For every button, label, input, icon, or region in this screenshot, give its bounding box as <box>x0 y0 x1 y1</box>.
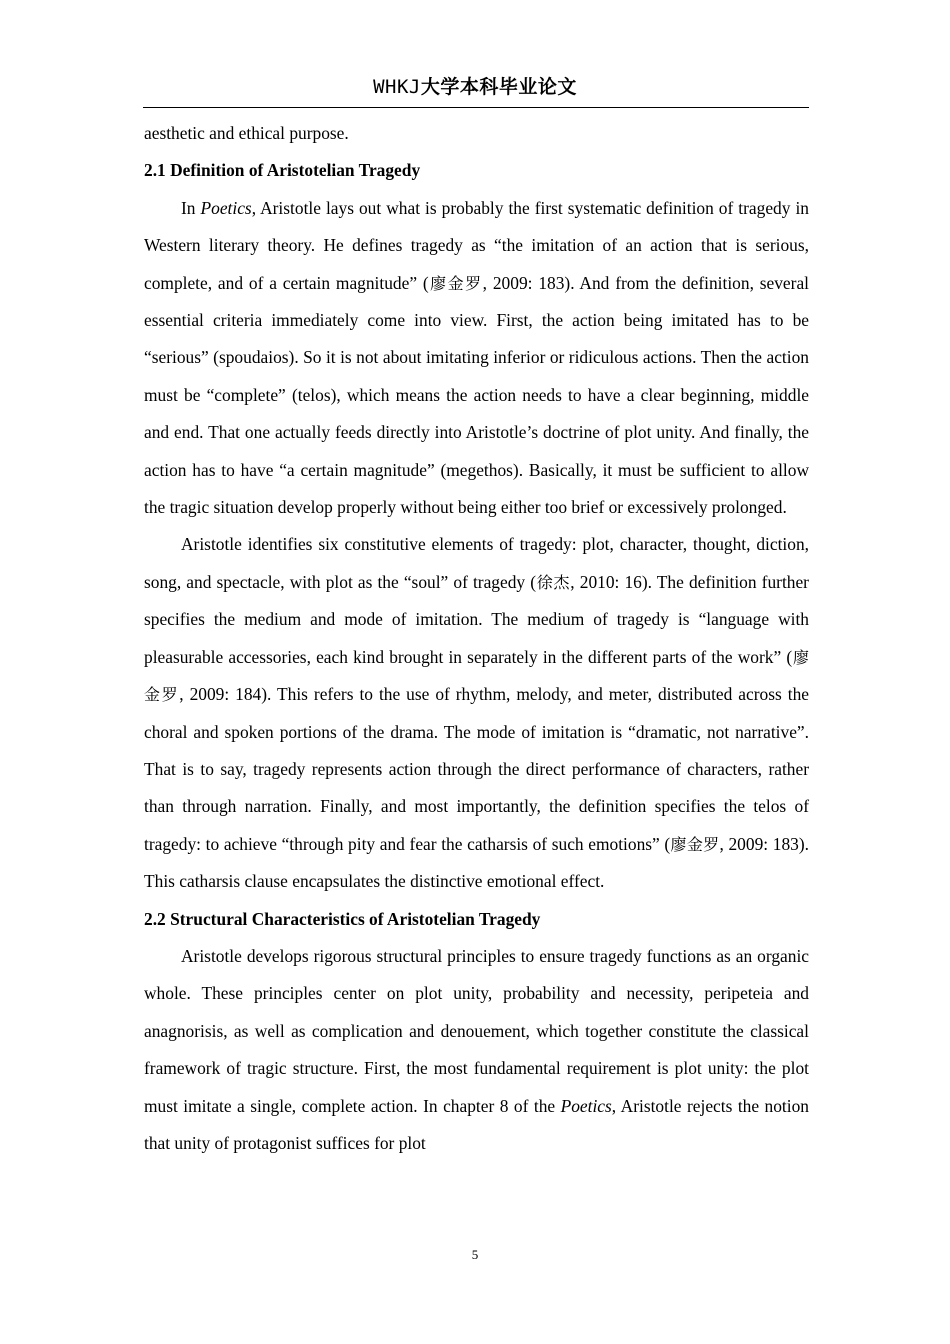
text-run: , 2009: 184). This refers to the use of rhythm, melody, and meter, distributed across the choral and spoken portions of the drama. The mode of imitation is “dramatic, not narrative”. That is to say, tragedy represents action through the direct performance of characters, rather than through narration. Finally, and most importantly, the definition specifies the telos of tragedy: to achieve “through pity and fear the catharsis of such emotions” ( <box>144 684 809 854</box>
citation-author: 廖金罗 <box>670 834 720 854</box>
citation-author: 徐杰 <box>536 572 571 592</box>
text-run: , 2009: 183). And from the definition, several essential criteria immediately come into view. First, the action being imitated has to be “serious” (spoudaios). So it is not about imitating inferior or ridiculous actions. Then the action must be “complete” (telos), which means the action needs to have a clear beginning, middle and end. That one actually feeds directly into Aristotle’s doctrine of plot unity. And finally, the action has to have “a certain magnitude” (megethos). Basically, it must be sufficient to allow the tragic situation develop properly without being either too brief or excessively prolonged. <box>144 272 809 518</box>
text-run: , Aristotle lays out what is probably the first systematic definition of tragedy in Western literary theory. He defines tragedy as “the imitation of an action that is serious, complete, and of a certain magnitude” ( <box>144 197 809 293</box>
page-number: 5 <box>471 1247 479 1262</box>
text-run: In <box>181 197 201 218</box>
text-run: Aristotle identifies six constitutive elements of tragedy: plot, character, thought, diction, song, and spectacle, with plot as the “soul” of tragedy ( <box>144 534 809 592</box>
italic-title: Poetics <box>200 197 252 218</box>
header-cjk: 大学本科毕业论文 <box>420 76 577 98</box>
text-run: Aristotle develops rigorous structural principles to ensure tragedy functions as an organic whole. These principles center on plot unity, probability and necessity, peripeteia and anagnorisis, as well as complication and denouement, which together constitute the classical framework of tragic structure. First, the most fundamental requirement is plot unity: the plot must imitate a single, complete action. In chapter 8 of the <box>144 945 809 1116</box>
text-run: , Aristotle rejects the notion that unity of protagonist suffices for plot <box>144 1095 809 1153</box>
text-run: , 2010: 16). The definition further specifies the medium and mode of imitation. The medium of tragedy is “language with pleasurable accessories, each kind brought in separately in the different parts of the work” ( <box>144 571 809 667</box>
paragraph-elements <box>144 526 809 900</box>
running-header <box>0 72 950 99</box>
italic-title: Poetics <box>560 1095 612 1116</box>
text-run: , 2009: 183). This catharsis clause encapsulates the distinctive emotional effect. <box>144 833 809 892</box>
body-text <box>144 115 809 1162</box>
citation-author: 廖金罗 <box>428 273 483 293</box>
section-heading-2-1: 2.1 Definition of Aristotelian Tragedy <box>144 160 421 181</box>
section-heading-2-2: 2.2 Structural Characteristics of Aristotelian Tragedy <box>144 908 541 929</box>
paragraph-continued: aesthetic and ethical purpose. <box>144 123 349 143</box>
paragraph-structure <box>144 938 809 1162</box>
header-rule <box>143 107 809 108</box>
citation-author: 廖金罗 <box>144 647 809 705</box>
paragraph-definition <box>144 190 809 527</box>
header-latin: WHKJ <box>373 76 421 98</box>
